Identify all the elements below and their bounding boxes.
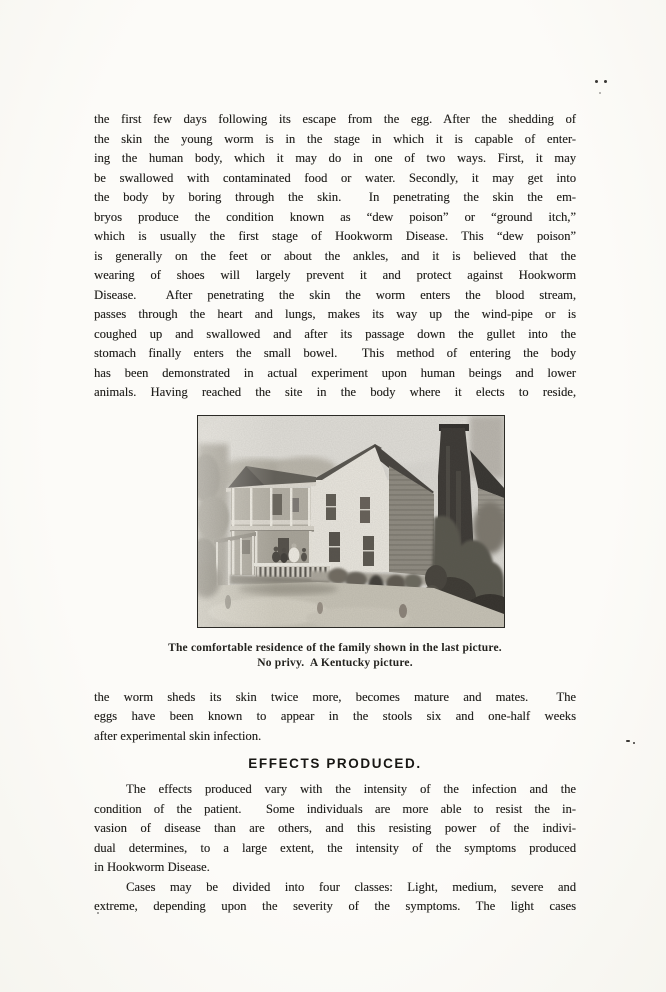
paragraph-worm-entry: the first few days following its escape from the egg. After the shedding of the skin the young worm is in the stage in which it is capable of enter- ing the human body, which it may do in one of two ways. First, it may be swallowed with contaminated food or water. Secondly, it may get into the body by boring through the skin. In penetrating the skin the em- bryos produce the condition known as “dew poison” or “ground itch,” which is usually the first stage of Hookworm Disease. This “dew poison” is generally on the feet or about the ankles, and it is believed that the wearing of shoes will largely prevent it and protect against Hookworm Disease. After penetrating the skin the worm enters the blood stream, passes through the heart and lungs, makes its way up the wind-pipe or is coughed up and swallowed and after its passage down the gullet into the stomach finally enters the small bowel. This method of entering the body has been demonstrated in actual experiment upon human beings and lower animals. Having reached the site in the body where it elects to reside, [94, 112, 576, 399]
scan-speck [626, 740, 630, 742]
paragraph-maturation: the worm sheds its skin twice more, becomes mature and mates. The eggs have been known to appear in the stools six and one-half weeks after experimental skin infection. [94, 689, 576, 743]
text-column [94, 110, 576, 917]
scan-speck [595, 80, 598, 83]
scan-speck [633, 742, 635, 744]
figure-farmhouse [94, 415, 576, 671]
farmhouse-photo [197, 415, 505, 628]
scan-speck [604, 80, 607, 83]
paragraph-effects-intro: The effects produced vary with the intensity of the infection and the condition of the patient. Some individuals are more able to resist the in- vasion of disease than are others, and this resisting power of the indivi- dual determines, to a large extent, the intensity of the symptoms produced in Hookworm Disease. [94, 782, 576, 874]
figure-caption: The comfortable residence of the family shown in the last picture. No privy. A Kentucky picture. [168, 641, 502, 669]
paragraph-case-classes: Cases may be divided into four classes: Light, medium, severe and extreme, depending upon the severity of the symptoms. The light cases [94, 879, 576, 913]
scan-speck [599, 92, 601, 94]
section-heading-effects: EFFECTS PRODUCED. [248, 756, 422, 771]
